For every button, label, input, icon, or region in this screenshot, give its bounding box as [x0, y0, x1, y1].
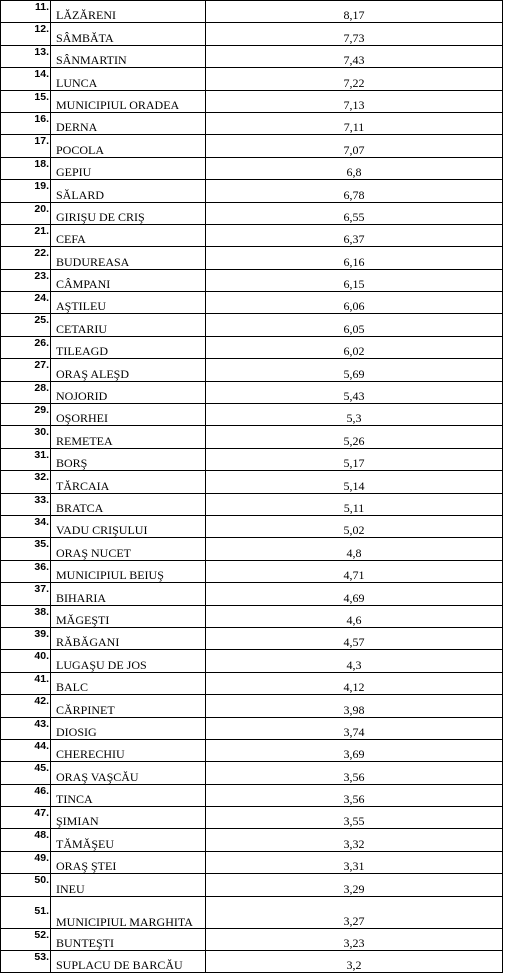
locality-value: 3,32: [206, 829, 503, 851]
table-row: [1, 672, 503, 694]
table-row: [1, 851, 503, 873]
locality-name: LUNCA: [51, 68, 206, 90]
row-number: [1, 493, 51, 515]
row-number: [1, 68, 51, 90]
row-number-text: 38.: [34, 605, 49, 618]
locality-name: BORŞ: [51, 448, 206, 470]
row-number: [1, 1, 51, 23]
table-row: [1, 247, 503, 269]
table-row: [1, 112, 503, 134]
row-number: [1, 336, 51, 358]
locality-value: 6,55: [206, 202, 503, 224]
table-row: [1, 695, 503, 717]
locality-name: CEFA: [51, 224, 206, 246]
table-row: [1, 717, 503, 739]
row-number-text: 20.: [34, 202, 49, 215]
locality-value: 5,17: [206, 448, 503, 470]
locality-name: ORAŞ VAŞCĂU: [51, 762, 206, 784]
table-row: [1, 807, 503, 829]
row-number-text: 22.: [34, 247, 49, 260]
locality-name: OŞORHEI: [51, 404, 206, 426]
table-row: [1, 896, 503, 928]
locality-value: 4,69: [206, 583, 503, 605]
locality-value: 7,73: [206, 23, 503, 45]
row-number-text: 24.: [34, 292, 49, 305]
row-number: [1, 739, 51, 761]
locality-value: 4,57: [206, 627, 503, 649]
row-number: [1, 605, 51, 627]
locality-name: SÂMBĂTA: [51, 23, 206, 45]
row-number-text: 47.: [34, 807, 49, 820]
locality-name: SUPLACU DE BARCĂU: [51, 951, 206, 973]
row-number: [1, 224, 51, 246]
row-number-text: 35.: [34, 538, 49, 551]
table-body: [1, 1, 503, 973]
locality-name: SÂNMARTIN: [51, 45, 206, 67]
locality-value: 3,74: [206, 717, 503, 739]
locality-value: 4,8: [206, 538, 503, 560]
row-number: [1, 560, 51, 582]
row-number: [1, 314, 51, 336]
locality-value: 3,56: [206, 762, 503, 784]
locality-value: 3,55: [206, 807, 503, 829]
row-number-text: 48.: [34, 829, 49, 842]
row-number-text: 53.: [34, 951, 49, 964]
row-number: [1, 247, 51, 269]
locality-value: 3,2: [206, 951, 503, 973]
locality-name: ORAŞ NUCET: [51, 538, 206, 560]
locality-name: MĂGEŞTI: [51, 605, 206, 627]
locality-value: 3,27: [206, 896, 503, 928]
locality-value: 4,3: [206, 650, 503, 672]
row-number: [1, 650, 51, 672]
locality-value: 7,07: [206, 135, 503, 157]
locality-name: TĂMĂŞEU: [51, 829, 206, 851]
row-number-text: 45.: [34, 762, 49, 775]
locality-name: TILEAGD: [51, 336, 206, 358]
row-number-text: 26.: [34, 336, 49, 349]
row-number-text: 36.: [34, 560, 49, 573]
row-number-text: 14.: [34, 68, 49, 81]
row-number: [1, 695, 51, 717]
locality-value: 3,98: [206, 695, 503, 717]
locality-name: BUDUREASA: [51, 247, 206, 269]
table-row: [1, 951, 503, 973]
row-number-text: 11.: [34, 1, 49, 13]
row-number-text: 40.: [34, 650, 49, 663]
row-number: [1, 404, 51, 426]
row-number-text: 52.: [34, 928, 49, 941]
row-number-text: 30.: [34, 426, 49, 439]
table-row: [1, 739, 503, 761]
table-row: [1, 493, 503, 515]
row-number: [1, 515, 51, 537]
locality-name: AŞTILEU: [51, 292, 206, 314]
row-number-text: 28.: [34, 381, 49, 394]
row-number: [1, 851, 51, 873]
locality-value: 6,05: [206, 314, 503, 336]
locality-name: ORAŞ ALEŞD: [51, 359, 206, 381]
row-number: [1, 112, 51, 134]
row-number: [1, 928, 51, 950]
row-number: [1, 538, 51, 560]
locality-name: GEPIU: [51, 157, 206, 179]
table-row: [1, 762, 503, 784]
locality-name: INEU: [51, 874, 206, 896]
row-number: [1, 292, 51, 314]
locality-value: 5,26: [206, 426, 503, 448]
row-number: [1, 807, 51, 829]
row-number-text: 41.: [34, 672, 49, 685]
row-number: [1, 874, 51, 896]
locality-value: 3,23: [206, 928, 503, 950]
locality-name: RĂBĂGANI: [51, 627, 206, 649]
row-number: [1, 202, 51, 224]
row-number: [1, 896, 51, 928]
locality-value: 3,31: [206, 851, 503, 873]
row-number-text: 42.: [34, 695, 49, 708]
locality-name: BIHARIA: [51, 583, 206, 605]
table-row: [1, 336, 503, 358]
locality-value: 4,6: [206, 605, 503, 627]
row-number: [1, 448, 51, 470]
table-row: [1, 224, 503, 246]
locality-value: 3,29: [206, 874, 503, 896]
row-number: [1, 471, 51, 493]
row-number-text: 13.: [34, 45, 49, 58]
row-number-text: 31.: [34, 448, 49, 461]
locality-name: CHERECHIU: [51, 739, 206, 761]
locality-value: 4,12: [206, 672, 503, 694]
locality-name: BRATCA: [51, 493, 206, 515]
table-row: [1, 1, 503, 23]
row-number-text: 51.: [34, 904, 49, 917]
locality-name: DERNA: [51, 112, 206, 134]
row-number: [1, 762, 51, 784]
table-row: [1, 583, 503, 605]
table-row: [1, 784, 503, 806]
row-number-text: 32.: [34, 471, 49, 484]
table-row: [1, 45, 503, 67]
locality-name: ŞIMIAN: [51, 807, 206, 829]
row-number-text: 12.: [34, 23, 49, 36]
table-row: [1, 359, 503, 381]
locality-name: REMETEA: [51, 426, 206, 448]
row-number: [1, 90, 51, 112]
locality-name: LĂZĂRENI: [51, 1, 206, 23]
locality-name: DIOSIG: [51, 717, 206, 739]
row-number-text: 46.: [34, 784, 49, 797]
table-row: [1, 135, 503, 157]
locality-name: CĂRPINET: [51, 695, 206, 717]
table-row: [1, 292, 503, 314]
locality-value: 6,8: [206, 157, 503, 179]
row-number-text: 18.: [34, 157, 49, 170]
table-row: [1, 471, 503, 493]
locality-value: 5,14: [206, 471, 503, 493]
row-number-text: 50.: [34, 874, 49, 887]
row-number-text: 19.: [34, 180, 49, 193]
table-row: [1, 23, 503, 45]
locality-value: 7,13: [206, 90, 503, 112]
table-row: [1, 605, 503, 627]
locality-name: NOJORID: [51, 381, 206, 403]
table-row: [1, 269, 503, 291]
locality-value: 6,06: [206, 292, 503, 314]
table-row: [1, 202, 503, 224]
row-number: [1, 359, 51, 381]
locality-value: 6,16: [206, 247, 503, 269]
row-number-text: 25.: [34, 314, 49, 327]
table-row: [1, 448, 503, 470]
locality-value: 6,37: [206, 224, 503, 246]
row-number: [1, 45, 51, 67]
row-number: [1, 23, 51, 45]
table-row: [1, 650, 503, 672]
row-number: [1, 829, 51, 851]
table-row: [1, 157, 503, 179]
table-row: [1, 180, 503, 202]
row-number: [1, 717, 51, 739]
locality-value: 6,78: [206, 180, 503, 202]
locality-name: CÂMPANI: [51, 269, 206, 291]
table-row: [1, 90, 503, 112]
row-number: [1, 784, 51, 806]
row-number-text: 15.: [34, 90, 49, 103]
locality-value: 3,56: [206, 784, 503, 806]
table-row: [1, 627, 503, 649]
locality-value: 5,11: [206, 493, 503, 515]
table-row: [1, 68, 503, 90]
row-number-text: 49.: [34, 851, 49, 864]
row-number-text: 29.: [34, 404, 49, 417]
table-row: [1, 538, 503, 560]
row-number: [1, 269, 51, 291]
locality-name: TINCA: [51, 784, 206, 806]
table-row: [1, 515, 503, 537]
locality-value: 6,02: [206, 336, 503, 358]
locality-name: POCOLA: [51, 135, 206, 157]
locality-value: 4,71: [206, 560, 503, 582]
row-number-text: 21.: [34, 224, 49, 237]
row-number-text: 16.: [34, 112, 49, 125]
table-row: [1, 560, 503, 582]
table-row: [1, 381, 503, 403]
table-row: [1, 404, 503, 426]
locality-name: CETARIU: [51, 314, 206, 336]
row-number-text: 34.: [34, 515, 49, 528]
table-row: [1, 314, 503, 336]
locality-value: 5,02: [206, 515, 503, 537]
row-number-text: 23.: [34, 269, 49, 282]
table-row: [1, 829, 503, 851]
table-row: [1, 426, 503, 448]
row-number-text: 17.: [34, 135, 49, 148]
locality-value: 5,3: [206, 404, 503, 426]
locality-name: TĂRCAIA: [51, 471, 206, 493]
locality-value: 5,43: [206, 381, 503, 403]
row-number: [1, 627, 51, 649]
row-number: [1, 180, 51, 202]
locality-value: 7,22: [206, 68, 503, 90]
locality-value: 6,15: [206, 269, 503, 291]
row-number: [1, 135, 51, 157]
locality-name: MUNICIPIUL ORADEA: [51, 90, 206, 112]
locality-value: 8,17: [206, 1, 503, 23]
row-number-text: 27.: [34, 359, 49, 372]
row-number: [1, 672, 51, 694]
row-number: [1, 583, 51, 605]
locality-name: VADU CRIŞULUI: [51, 515, 206, 537]
table-row: [1, 928, 503, 950]
locality-name: BUNTEŞTI: [51, 928, 206, 950]
locality-name: GIRIŞU DE CRIŞ: [51, 202, 206, 224]
row-number-text: 39.: [34, 627, 49, 640]
row-number: [1, 381, 51, 403]
locality-name: LUGAŞU DE JOS: [51, 650, 206, 672]
row-number-text: 33.: [34, 493, 49, 506]
locality-name: MUNICIPIUL BEIUŞ: [51, 560, 206, 582]
row-number-text: 44.: [34, 739, 49, 752]
row-number: [1, 951, 51, 973]
row-number: [1, 157, 51, 179]
row-number: [1, 426, 51, 448]
locality-name: ORAŞ ŞTEI: [51, 851, 206, 873]
table-row: [1, 874, 503, 896]
locality-value: 3,69: [206, 739, 503, 761]
row-number-text: 37.: [34, 583, 49, 596]
locality-value: 5,69: [206, 359, 503, 381]
row-number-text: 43.: [34, 717, 49, 730]
locality-name: BALC: [51, 672, 206, 694]
locality-name: SĂLARD: [51, 180, 206, 202]
locality-name: MUNICIPIUL MARGHITA: [51, 896, 206, 928]
locality-value: 7,11: [206, 112, 503, 134]
locality-value: 7,43: [206, 45, 503, 67]
